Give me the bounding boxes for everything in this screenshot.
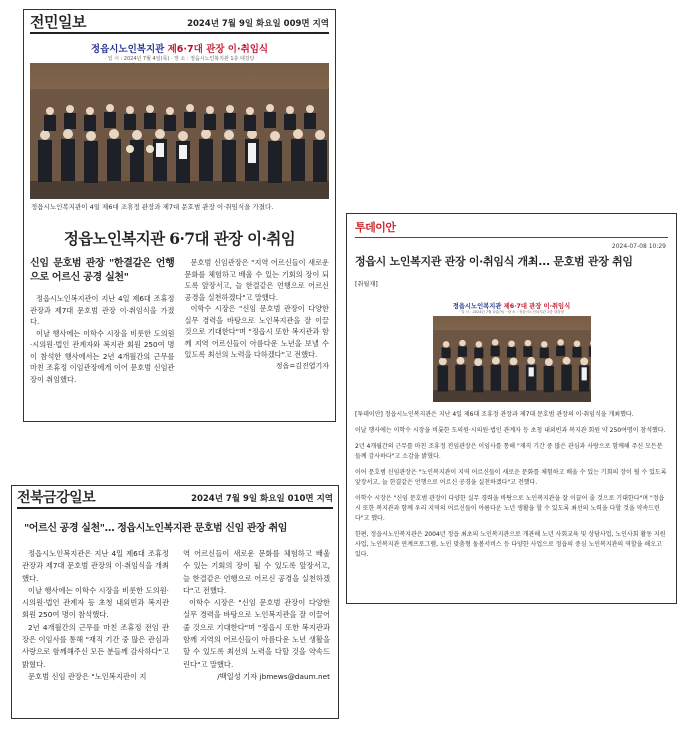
paragraph: 이학수 시장은 "신임 문호범 관장이 다양한 실무 경력을 바탕으로 노인복지관을 잘 이끌 것으로 기대한다"며 "정읍시 또한 복지관과 함께 지역 어르신들이 아름다운 노년을 보낼 수 있도록 최선의 노력을 다하겠다"고 전했다. [184, 304, 329, 359]
group-of-people [30, 89, 329, 199]
todayan-logo: 투데이안 [355, 221, 396, 234]
paragraph: 이어 문호범 신임관장은 "노인복지관이 지역 어르신들이 새로운 문화를 체험하고 배울 수 있는 기회의 장이 될 수 있도록 앞장서고, 늘 한결같은 언행으로 어르신 공경을 실천하겠다"고 전했다. [355, 469, 667, 486]
headline: 정읍노인복지관 6·7대 관장 이·취임 [63, 229, 296, 248]
headline: "어르신 공경 실천"… 정읍시노인복지관 문호범 신임 관장 취임 [24, 523, 288, 534]
byline: /백일성 기자 jbmews@daum.net [217, 671, 330, 681]
paragraph: 문호범 신임관장은 "지역 어르신들이 새로운 문화를 체험하고 배울 수 있는 기회의 장이 되도록 앞장서고, 늘 한결같은 언행으로 어르신 공경을 실천하겠다"고 말했다. [184, 258, 329, 302]
article-body [30, 257, 329, 385]
article-body [22, 548, 330, 683]
article-clip-jeonbuk-geumgang [11, 485, 339, 719]
photo-caption: 정읍시노인복지관이 4일 제6대 조휴정 관장과 제7대 문호범 관장 이·취임식을 가졌다. [31, 203, 274, 211]
column-left [30, 257, 175, 385]
publish-date: 2024-07-08 10:29 [611, 243, 666, 250]
divider [355, 237, 668, 238]
banner-title-highlight: 제6·7대 관장 이·취임식 [167, 43, 269, 55]
event-photo [30, 39, 329, 199]
column-right [185, 257, 330, 385]
column-right [183, 548, 330, 683]
newspaper-name: 전민일보 [30, 13, 86, 31]
paragraph: 정읍시노인복지관이 지난 4일 제6대 조휴정 관장과 제7대 문호범 관장 이·취임식을 가졌다. [30, 294, 175, 326]
masthead [17, 486, 333, 509]
event-banner [433, 300, 591, 316]
paragraph: 정읍시노인복지관은 지난 4일 제6대 조휴정 관장과 제7대 문호범 관장의 이·취임식을 개최했다. [22, 549, 169, 583]
newspaper-name: 전북금강일보 [17, 490, 96, 506]
banner-subtitle: · 일 시 : 2024년 7월 4일(목) · 장 소 : 정읍시노인복지관 1층 대강당 [459, 310, 564, 314]
paragraph: 한편, 정읍시노인복지관은 2004년 정읍 최초의 노인복지관으로 개관해 노년 사회교육 및 상담사업, 노인사회 활동 지원사업, 노인복지관 연계프로그램, 노인 맞춤형 돌봄서비스 등 다양한 사업으로 정읍의 중심 노인복지관의 역할을 해오고 있다. [355, 531, 666, 558]
paragraph: 2년 4개월간의 근무를 마친 조휴정 전임관장은 이임사를 통해 "재직 기간 중 많은 관심과 사랑으로 함께해 주신 모든분들께 감사하다"고 소감을 밝혔다. [355, 443, 663, 460]
masthead [30, 10, 329, 34]
paragraph: 역 어르신들이 새로운 문화를 체험하고 배울 수 있는 기회의 장이 될 수 있도록 앞장서고, 늘 한결같은 언행으로 어르신 공경을 실천하겠다"고 전했다. [183, 549, 330, 595]
paragraph: 이날 행사에는 이학수 시장을 비롯한 도의원·시의원·법인 관계자 등 초청 내외빈과 복지관 회원 약 250여명이 참석했다. [355, 427, 666, 434]
banner-subtitle: · 일 시 : 2024년 7월 4일(목) · 장 소 : 정읍시노인복지관 1층 대강당 [104, 55, 255, 62]
paragraph: 이날 행사에는 이학수 시장을 비롯한 도의원·시의원·법인 관계자와 복지관 회원 250여 명이 참석한 행사에서는 2년 4개월간의 근무를 마친 조휴정 이임관장에게 이어 문호범 신임관장이 취임했다. [30, 328, 175, 384]
column-left [22, 548, 169, 683]
paragraph: 이학수 시장은 "신임 문호범 관장이 다양한 실무 경력을 바탕으로 노인복지관을 잘 이끌어 줄 것으로 기대한다"며 "정읍시 또한 복지관과 함께 우리 지역의 어르신들이 아름다운 노년 생활을 할 수 있도록 최선의 노력을 다할 것을 약속드린다"고 했다. [355, 495, 665, 522]
banner-title-highlight: 제6·7대 관장 이·취임식 [503, 303, 571, 310]
subheadline: 신임 문호범 관장 "한결같은 언행으로 어르신 공경 실천" [30, 258, 175, 283]
paragraph: 문호범 신임 관장은 "노인복지관이 지 [28, 671, 147, 681]
event-photo [433, 300, 591, 402]
banner-title: 정읍시노인복지관 [452, 303, 504, 310]
headline: 정읍시 노인복지관 관장 이·취임식 개최... 문호범 관장 취임 [355, 255, 633, 268]
paragraph: 이학수 시장은 "신임 문호범 관장이 다양한 실무 경력을 바탕으로 노인복지관을 잘 이끌어 줄 것으로 기대한다"며 "정읍시 또한 복지관과 함께 지역의 어르신들이 아름다운 노년 생활을 할 수 있도록 최선의 노력을 다할 것을 약속드린다"고 말했다. [183, 598, 330, 669]
paragraph: 이날 행사에는 이학수 시장을 비롯한 도의원·시의원·법인 관계자 등 초청 내외빈과 복지관 회원 250여 명이 참석했다. [22, 585, 169, 620]
event-banner [30, 39, 329, 63]
article-clip-todayan [346, 213, 677, 604]
dateline: 2024년 7월 9일 화요일 010면 지역 [191, 494, 333, 504]
group-of-people [433, 330, 591, 402]
reporter-tag: [취월재] [355, 281, 378, 288]
byline: 정읍=김진엽기자 [275, 361, 329, 370]
paragraph: [투데이안] 정읍시노인복지관은 지난 4일 제6대 조휴정 관장과 제7대 문호범 관장의 이·취임식을 개최했다. [355, 411, 634, 418]
article-clip-jeonmin [23, 9, 336, 422]
banner-title: 정읍시노인복지관 [90, 43, 168, 55]
article-text [355, 410, 668, 560]
paragraph: 2년 4개월간의 근무를 마친 조휴정 전임 관장은 이임사를 통해 "재직 기간 중 많은 관심과 사랑으로 함께해주신 모든 분들께 감사하다"고 밝혔다. [22, 622, 169, 669]
dateline: 2024년 7월 9일 화요일 009면 지역 [187, 19, 329, 29]
